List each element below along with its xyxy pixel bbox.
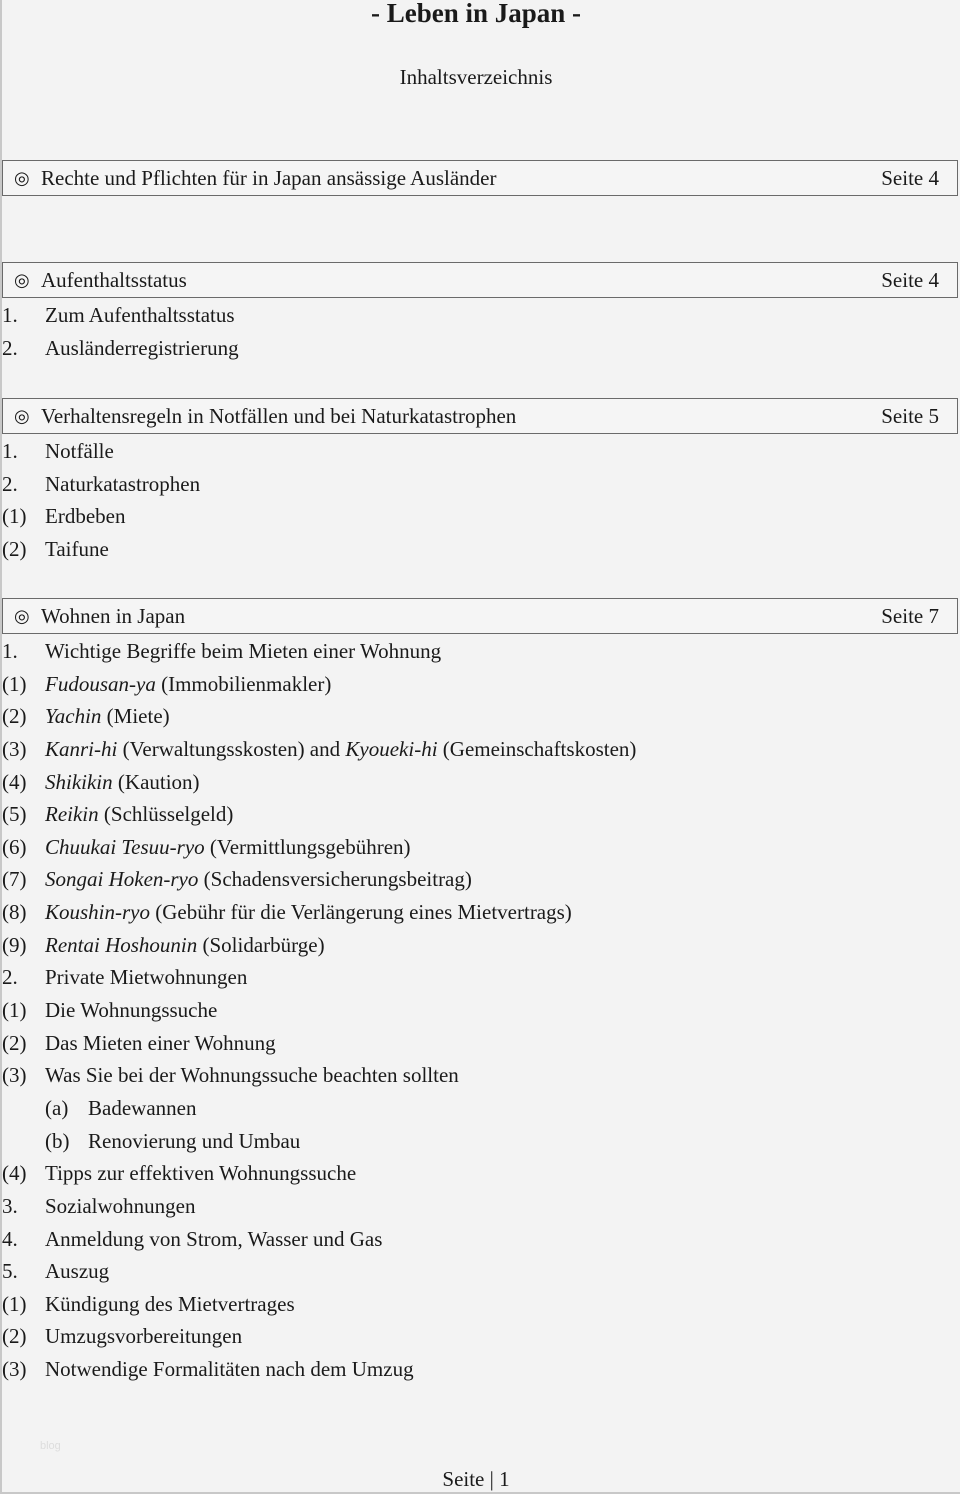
- toc-entry[interactable]: [2, 733, 958, 766]
- entry-text: [45, 668, 331, 701]
- watermark: blog: [40, 1440, 61, 1452]
- toc-entry[interactable]: [2, 896, 958, 929]
- section-title: Verhaltensregeln in Notfällen und bei Naturkatastrophen: [41, 404, 517, 428]
- entry-description: Wichtige Begriffe beim Mieten einer Wohnung: [45, 639, 442, 663]
- section-page-number: Seite 4: [881, 166, 939, 190]
- toc-entry[interactable]: [2, 468, 958, 501]
- toc-entry[interactable]: [2, 994, 958, 1027]
- toc-entry[interactable]: [2, 332, 958, 365]
- toc-entry[interactable]: [2, 299, 958, 332]
- toc-entry[interactable]: [2, 668, 958, 701]
- entry-description: Ausländerregistrierung: [45, 335, 239, 360]
- toc-entry[interactable]: [2, 766, 958, 799]
- japanese-term: Koushin-ryo: [45, 900, 150, 925]
- entry-description: Anmeldung von Strom, Wasser und Gas: [45, 1226, 383, 1251]
- entry-text: [88, 1125, 300, 1158]
- japanese-term: Rentai Hoshounin: [45, 932, 198, 957]
- double-circle-bullet-icon: ◎: [14, 606, 30, 626]
- entry-description: (Kaution): [112, 769, 200, 794]
- toc-section: [2, 262, 958, 364]
- entry-number: (a): [45, 1095, 69, 1120]
- entry-description: (Schadensversicherungsbeitrag): [198, 867, 472, 892]
- section-title: Rechte und Pflichten für in Japan ansässige Ausländer: [41, 166, 497, 190]
- entry-description: Private Mietwohnungen: [45, 965, 248, 990]
- toc-section: [2, 398, 958, 566]
- toc-entry[interactable]: [2, 1320, 958, 1353]
- double-circle-bullet-icon: ◎: [14, 270, 30, 290]
- entry-number: (8): [2, 900, 27, 925]
- entry-description: (Gebühr für die Verlängerung eines Mietvertrags): [150, 900, 572, 925]
- toc-entry[interactable]: [2, 961, 958, 994]
- japanese-term: Kanri-hi: [45, 736, 118, 761]
- entry-number: 1.: [2, 439, 18, 463]
- entry-number: (6): [2, 834, 27, 859]
- entry-number: 1.: [2, 303, 18, 327]
- section-heading-box[interactable]: [2, 262, 958, 298]
- entry-text: [45, 1255, 109, 1288]
- japanese-term: Songai Hoken-ryo: [45, 867, 199, 892]
- entry-description: Badewannen: [88, 1095, 197, 1120]
- entry-number: 3.: [2, 1193, 18, 1218]
- section-title: Wohnen in Japan: [41, 604, 186, 628]
- entry-number: (2): [2, 1030, 27, 1055]
- entry-text: [45, 533, 109, 566]
- entry-number: (9): [2, 932, 27, 957]
- entry-description: Zum Aufenthaltsstatus: [45, 303, 235, 327]
- entry-text: [45, 1190, 195, 1223]
- entry-text: [45, 435, 114, 468]
- entry-number: (7): [2, 867, 27, 892]
- toc-entry[interactable]: [2, 500, 958, 533]
- entry-number: (3): [2, 1063, 27, 1088]
- entry-number: (4): [2, 769, 27, 794]
- toc-entry[interactable]: [2, 1059, 958, 1092]
- entry-text: [45, 798, 233, 831]
- entry-text: [45, 635, 441, 668]
- toc-entry[interactable]: [2, 1027, 958, 1060]
- toc-entry[interactable]: [2, 1092, 958, 1125]
- double-circle-bullet-icon: ◎: [14, 168, 30, 188]
- entry-number: (3): [2, 736, 27, 761]
- entry-text: [45, 1320, 242, 1353]
- toc-entry[interactable]: [2, 1157, 958, 1190]
- entry-description: (Gemeinschaftskosten): [437, 736, 637, 761]
- entry-number: 2.: [2, 965, 18, 990]
- entry-number: (3): [2, 1357, 27, 1382]
- entry-description: Die Wohnungssuche: [45, 998, 218, 1023]
- entry-text: [45, 1027, 276, 1060]
- double-circle-bullet-icon: ◎: [14, 406, 30, 426]
- toc-entry[interactable]: [2, 798, 958, 831]
- entry-text: [45, 1157, 356, 1190]
- toc-entry[interactable]: [2, 1353, 958, 1386]
- toc-section: [2, 160, 958, 197]
- entry-text: [45, 332, 239, 365]
- entry-description: Taifune: [45, 536, 109, 561]
- entry-description: Umzugsvorbereitungen: [45, 1324, 243, 1349]
- entry-description: Tipps zur effektiven Wohnungssuche: [45, 1161, 357, 1186]
- entry-description: Auszug: [45, 1259, 110, 1284]
- entry-number: (2): [2, 536, 27, 561]
- entry-text: [45, 896, 572, 929]
- toc-section: [2, 598, 958, 1386]
- entry-description: Was Sie bei der Wohnungssuche beachten sollten: [45, 1063, 459, 1088]
- entry-description: (Verwaltungsskosten) and: [117, 736, 346, 761]
- entry-number: (1): [2, 998, 27, 1023]
- entry-text: [45, 994, 217, 1027]
- toc-entry[interactable]: [2, 831, 958, 864]
- entry-number: 2.: [2, 335, 18, 360]
- section-items: [2, 635, 958, 1386]
- toc-entry[interactable]: [2, 700, 958, 733]
- toc-entry[interactable]: [2, 1288, 958, 1321]
- entry-text: [45, 1059, 459, 1092]
- toc-entry[interactable]: [2, 635, 958, 668]
- entry-number: (4): [2, 1161, 27, 1186]
- section-items: [2, 299, 958, 364]
- entry-text: [45, 961, 247, 994]
- entry-number: (2): [2, 704, 27, 729]
- entry-number: (1): [2, 671, 27, 696]
- japanese-term: Fudousan-ya: [45, 671, 156, 696]
- japanese-term: Kyoueki-hi: [345, 736, 438, 761]
- entry-description: (Miete): [101, 704, 170, 729]
- toc-entry[interactable]: [2, 863, 958, 896]
- entry-text: [88, 1092, 196, 1125]
- toc-entry[interactable]: [2, 929, 958, 962]
- entry-description: Das Mieten einer Wohnung: [45, 1030, 276, 1055]
- entry-text: [45, 468, 200, 501]
- entry-text: [45, 299, 235, 332]
- section-page-number: Seite 7: [881, 604, 939, 628]
- entry-description: Notwendige Formalitäten nach dem Umzug: [45, 1357, 414, 1382]
- section-heading-box[interactable]: [2, 398, 958, 434]
- entry-text: [45, 700, 170, 733]
- section-title: Aufenthaltsstatus: [41, 268, 187, 292]
- toc-entry[interactable]: [2, 1223, 958, 1256]
- entry-number: 2.: [2, 471, 18, 496]
- entry-text: [45, 831, 411, 864]
- toc-entry[interactable]: [2, 533, 958, 566]
- entry-description: Erdbeben: [45, 504, 126, 529]
- entry-description: Kündigung des Mietvertrages: [45, 1291, 295, 1316]
- japanese-term: Shikikin: [45, 769, 113, 794]
- entry-number: 4.: [2, 1226, 18, 1251]
- entry-text: [45, 766, 200, 799]
- entry-text: [45, 733, 636, 766]
- entry-description: (Schlüsselgeld): [98, 802, 234, 827]
- entry-description: (Immobilienmakler): [155, 671, 332, 696]
- page-number-footer: Seite | 1: [442, 1467, 510, 1491]
- entry-description: Renovierung und Umbau: [88, 1128, 301, 1153]
- entry-text: [45, 929, 325, 962]
- entry-text: [45, 500, 125, 533]
- entry-text: [45, 1288, 295, 1321]
- entry-description: Naturkatastrophen: [45, 471, 201, 496]
- entry-number: 5.: [2, 1259, 18, 1284]
- entry-text: [45, 1223, 382, 1256]
- japanese-term: Yachin: [45, 704, 102, 729]
- toc-heading: Inhaltsverzeichnis: [399, 65, 553, 89]
- toc-entry[interactable]: [2, 1125, 958, 1158]
- section-items: [2, 435, 958, 566]
- section-heading-box[interactable]: [2, 598, 958, 634]
- section-page-number: Seite 4: [881, 268, 939, 292]
- entry-description: Sozialwohnungen: [45, 1193, 196, 1218]
- section-heading-box[interactable]: [2, 160, 958, 196]
- entry-number: (1): [2, 1291, 27, 1316]
- entry-number: (1): [2, 504, 27, 529]
- section-page-number: Seite 5: [881, 404, 939, 428]
- entry-number: (b): [45, 1128, 70, 1153]
- entry-description: Notfälle: [45, 439, 114, 463]
- document-title: - Leben in Japan -: [370, 0, 582, 28]
- japanese-term: Reikin: [45, 802, 99, 827]
- entry-text: [45, 863, 472, 896]
- toc-entry[interactable]: [2, 1255, 958, 1288]
- entry-number: (2): [2, 1324, 27, 1349]
- entry-description: (Vermittlungsgebühren): [204, 834, 411, 859]
- toc-entry[interactable]: [2, 1190, 958, 1223]
- entry-number: (5): [2, 802, 27, 827]
- entry-description: (Solidarbürge): [197, 932, 325, 957]
- entry-text: [45, 1353, 414, 1386]
- entry-number: 1.: [2, 639, 18, 663]
- toc-entry[interactable]: [2, 435, 958, 468]
- japanese-term: Chuukai Tesuu-ryo: [45, 834, 205, 859]
